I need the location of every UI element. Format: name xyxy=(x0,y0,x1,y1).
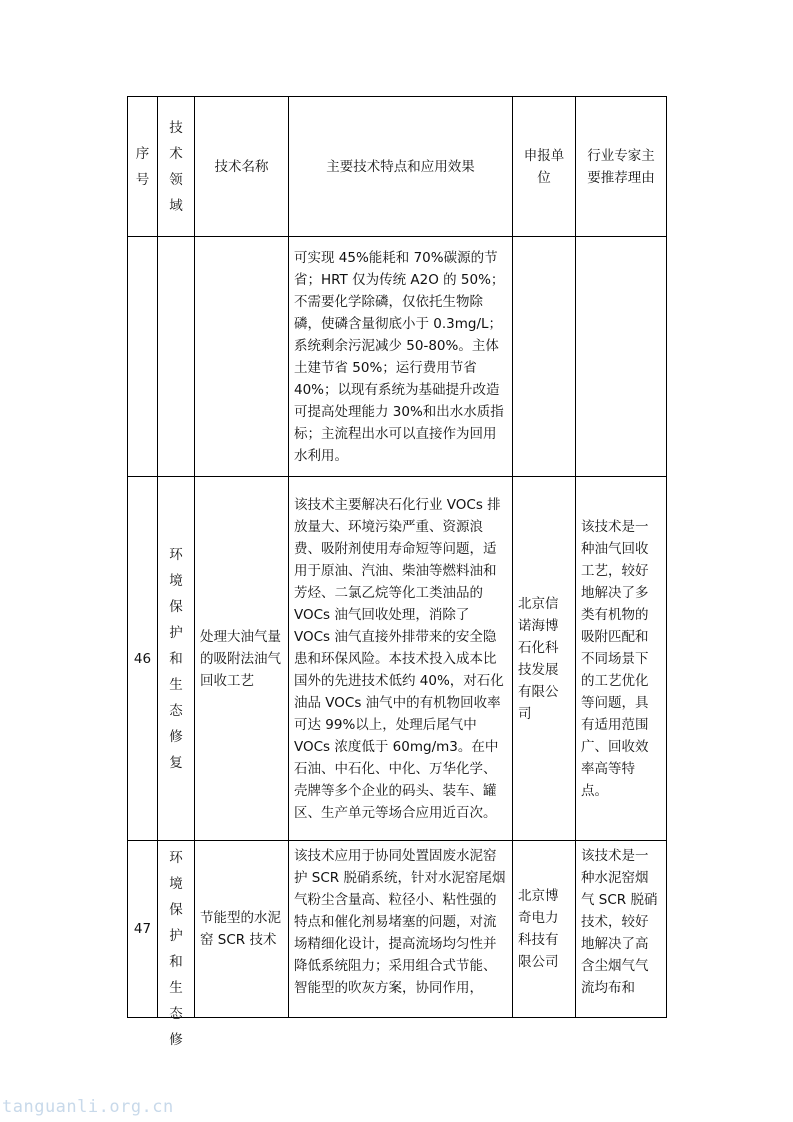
row-no: 46 xyxy=(128,477,158,841)
row-unit xyxy=(513,237,576,477)
row-field-text: 环境保护和生态修 xyxy=(169,850,183,1048)
table-row xyxy=(128,237,667,477)
row-no xyxy=(128,237,158,477)
row-features xyxy=(289,841,513,1018)
header-reason: 行业专家主要推荐理由 xyxy=(576,97,667,237)
header-no: 序号 xyxy=(128,97,158,237)
row-reason xyxy=(576,237,667,477)
header-name: 技术名称 xyxy=(195,97,289,237)
table-header-row xyxy=(128,97,667,237)
row-unit: 北京信诺海博石化科技发展有限公司 xyxy=(513,477,576,841)
row-unit: 北京博奇电力科技有限公司 xyxy=(513,841,576,1018)
row-reason: 该技术是一种油气回收工艺，较好地解决了多类有机物的吸附匹配和不同场景下的工艺优化等问题，具有适用范围广、回收效率高等特点。 xyxy=(576,477,667,841)
technology-table xyxy=(127,96,667,1048)
row-reason xyxy=(576,841,667,1018)
row-name: 处理大油气量的吸附法油气回收工艺 xyxy=(195,477,289,841)
row-features-text: 该技术应用于协同处置固废水泥窑护 SCR 脱硝系统，针对水泥窑尾烟气粉尘含量高、粒径小、粘性强的特点和催化剂易堵塞的问题，对流场精细化设计，提高流场均匀性并降低系统阻力；采用组合式节能、智能型的吹灰方案，协同作用， xyxy=(294,848,506,996)
row-no: 47 xyxy=(128,841,158,1018)
row-reason-text: 该技术是一种水泥窑烟气 SCR 脱硝技术，较好地解决了高含尘烟气气流均布和 xyxy=(581,848,658,996)
row-field xyxy=(158,237,195,477)
table-row xyxy=(128,477,667,841)
row-name: 节能型的水泥窑 SCR 技术 xyxy=(195,841,289,1018)
header-field: 技术领域 xyxy=(158,97,195,237)
table-row xyxy=(128,841,667,1018)
row-field: 环境保护和生态修复 xyxy=(158,477,195,841)
row-features: 可实现 45%能耗和 70%碳源的节省；HRT 仅为传统 A2O 的 50%；不需要化学除磷，仅依托生物除磷，使磷含量彻底小于 0.3mg/L；系统剩余污泥减少 50-80%。主体土建节省 50%；运行费用节省 40%；以现有系统为基础提升改造可提高处理能力 30%和出水水质指标；主流程出水可以直接作为回用水利用。 xyxy=(289,237,513,477)
watermark: tanguanli.org.cn xyxy=(2,1097,174,1117)
row-name xyxy=(195,237,289,477)
header-features: 主要技术特点和应用效果 xyxy=(289,97,513,237)
header-unit: 申报单位 xyxy=(513,97,576,237)
row-field xyxy=(158,841,195,1048)
row-features: 该技术主要解决石化行业 VOCs 排放量大、环境污染严重、资源浪费、吸附剂使用寿命短等问题，适用于原油、汽油、柴油等燃料油和芳烃、二氯乙烷等化工类油品的 VOCs 油气回收处理，消除了 VOCs 油气直接外排带来的安全隐患和环保风险。本技术投入成本比国外的先进技术低约 40%，对石化油品 VOCs 油气中的有机物回收率可达 99%以上，处理后尾气中 VOCs 浓度低于 60mg/m3。在中石油、中石化、中化、万华化学、壳牌等多个企业的码头、装车、罐区、生产单元等场合应用近百次。 xyxy=(289,477,513,841)
